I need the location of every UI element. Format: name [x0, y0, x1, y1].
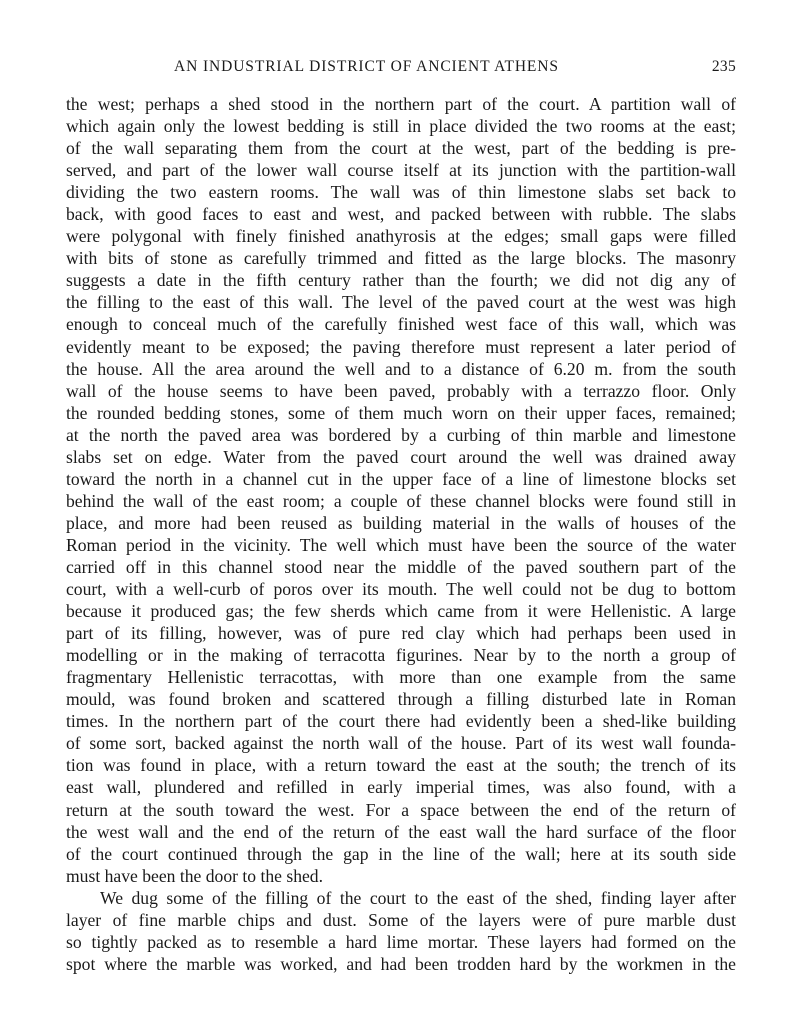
text-line: behind the wall of the east room; a couple of these channel blocks were found still in	[66, 490, 736, 511]
text-line: of the court continued through the gap in the line of the wall; here at its south side	[66, 843, 736, 864]
text-line: the west wall and the end of the return of the east wall the hard surface of the floor	[66, 821, 736, 842]
text-line: of some sort, backed against the north wall of the house. Part of its west wall founda-	[66, 733, 736, 754]
body-text	[66, 93, 736, 975]
text-line: at the north the paved area was bordered by a curbing of thin marble and limestone	[66, 424, 736, 445]
text-line: dividing the two eastern rooms. The wall was of thin limestone slabs set back to	[66, 182, 736, 203]
text-line: enough to conceal much of the carefully finished west face of this wall, which was	[66, 314, 736, 335]
text-line: the rounded bedding stones, some of them much worn on their upper faces, remained;	[66, 402, 736, 423]
text-line: suggests a date in the fifth century rather than the fourth; we did not dig any of	[66, 270, 736, 291]
text-line: toward the north in a channel cut in the upper face of a line of limestone blocks set	[66, 468, 736, 489]
text-line: court, with a well-curb of poros over its mouth. The well could not be dug to bottom	[66, 579, 736, 600]
text-line: part of its filling, however, was of pure red clay which had perhaps been used in	[66, 623, 736, 644]
running-title: AN INDUSTRIAL DISTRICT OF ANCIENT ATHENS	[174, 58, 559, 75]
text-line: because it produced gas; the few sherds which came from it were Hellenistic. A large	[66, 601, 736, 622]
text-line: which again only the lowest bedding is still in place divided the two rooms at the east;	[66, 116, 736, 137]
text-line: with bits of stone as carefully trimmed and fitted as the large blocks. The masonry	[66, 248, 736, 269]
text-line: the west; perhaps a shed stood in the northern part of the court. A partition wall of	[66, 94, 736, 114]
text-line: evidently meant to be exposed; the paving therefore must represent a later period of	[66, 336, 736, 357]
text-line: the filling to the east of this wall. The level of the paved court at the west was high	[66, 292, 736, 313]
text-line: Roman period in the vicinity. The well which must have been the source of the water	[66, 534, 736, 555]
text-line: fragmentary Hellenistic terracottas, with more than one example from the same	[66, 667, 736, 688]
text-line: back, with good faces to east and west, and packed between with rubble. The slabs	[66, 204, 736, 225]
text-line: times. In the northern part of the court there had evidently been a shed-like building	[66, 711, 736, 732]
text-line: must have been the door to the shed.	[66, 865, 323, 886]
paragraph-2	[66, 887, 736, 975]
text-line: tion was found in place, with a return toward the east at the south; the trench of its	[66, 755, 736, 776]
text-line: of the wall separating them from the court at the west, part of the bedding is pre-	[66, 138, 736, 159]
text-line: the house. All the area around the well and to a distance of 6.20 m. from the south	[66, 358, 736, 379]
text-line: spot where the marble was worked, and had been trodden hard by the workmen in the	[66, 953, 736, 974]
text-line: return at the south toward the west. For a space between the end of the return of	[66, 799, 736, 820]
text-line: served, and part of the lower wall course itself at its junction with the partition-wall	[66, 160, 736, 181]
text-line: carried off in this channel stood near the middle of the paved southern part of the	[66, 556, 736, 577]
text-line: We dug some of the filling of the court to the east of the shed, finding layer after	[100, 887, 736, 908]
text-line: place, and more had been reused as building material in the walls of houses of the	[66, 512, 736, 533]
text-line: east wall, plundered and refilled in early imperial times, was also found, with a	[66, 777, 736, 798]
paragraph-1	[66, 93, 736, 887]
text-line: layer of fine marble chips and dust. Some of the layers were of pure marble dust	[66, 909, 736, 930]
text-line: so tightly packed as to resemble a hard lime mortar. These layers had formed on the	[66, 931, 736, 952]
page-number: 235	[711, 58, 736, 75]
text-line: wall of the house seems to have been paved, probably with a terrazzo floor. Only	[66, 380, 736, 401]
text-line: slabs set on edge. Water from the paved court around the well was drained away	[66, 446, 736, 467]
text-line: modelling or in the making of terracotta figurines. Near by to the north a group of	[66, 645, 736, 666]
running-head	[66, 58, 736, 80]
text-line: mould, was found broken and scattered through a filling disturbed late in Roman	[66, 689, 736, 710]
text-line: were polygonal with finely finished anathyrosis at the edges; small gaps were filled	[66, 226, 736, 247]
